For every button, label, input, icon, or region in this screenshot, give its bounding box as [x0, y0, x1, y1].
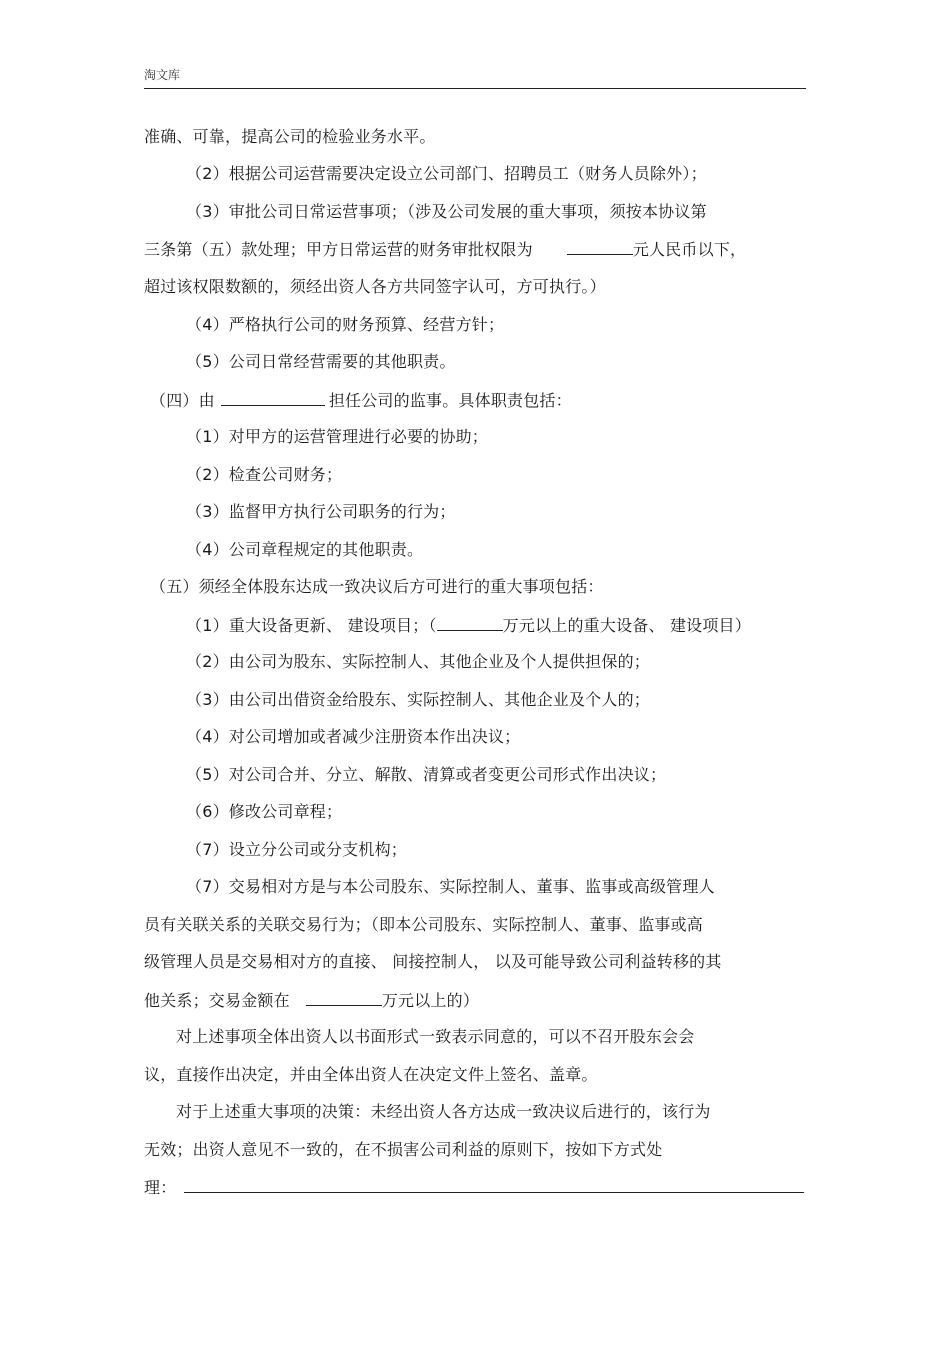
duty-3-line: （3）监督甲方执行公司职务的行为；	[186, 502, 456, 521]
item-3-cont-line	[144, 239, 746, 260]
matter-2-line: （2）由公司为股东、实际控制人、其他企业及个人提供担保的；	[186, 652, 650, 671]
matter-7b-cont-text-2: 万元以上的）	[381, 991, 480, 1010]
section-4-text: （四）由	[150, 391, 215, 410]
decision-para-line-2: 无效；出资人意见不一致的，在不损害公司利益的原则下，按如下方式处	[144, 1140, 663, 1159]
matter-5-line: （5）对公司合并、分立、解散、清算或者变更公司形式作出决议；	[186, 765, 667, 784]
header-divider	[144, 88, 806, 89]
matter-1-text: （1）重大设备更新、 建设项目；（	[186, 616, 437, 635]
item-2-line: （2）根据公司运营需要决定设立公司部门、招聘员工（财务人员除外）；	[186, 164, 707, 183]
matter-7b-line: （7）交易相对方是与本公司股东、实际控制人、董事、监事或高级管理人	[186, 877, 715, 896]
matter-1-text-2: 万元以上的重大设备、 建设项目）	[502, 616, 751, 635]
duty-1-line: （1）对甲方的运营管理进行必要的协助；	[186, 427, 488, 446]
handling-method-label: 理：	[144, 1178, 177, 1197]
section-5-line: （五）须经全体股东达成一致决议后方可进行的重大事项包括：	[150, 577, 604, 596]
matter-7-line: （7）设立分公司或分支机构；	[186, 840, 407, 859]
para-line-1: 准确、可靠，提高公司的检验业务水平。	[144, 127, 436, 146]
section-4-text-2: 担任公司的监事。具体职责包括：	[328, 391, 572, 410]
matter-7b-cont-text: 他关系；交易金额在	[144, 991, 290, 1010]
consent-para-line: 对上述事项全体出资人以书面形式一致表示同意的，可以不召开股东会会	[176, 1027, 695, 1046]
duty-2-line: （2）检查公司财务；	[186, 465, 343, 484]
matter-1-line	[186, 615, 751, 636]
supervisor-name-blank	[221, 390, 325, 406]
matter-7b-cont-line-2: 级管理人员是交易相对方的直接、 间接控制人， 以及可能导致公司利益转移的其	[144, 952, 722, 971]
decision-para-line: 对于上述重大事项的决策：未经出资人各方达成一致决议后进行的，该行为	[176, 1102, 711, 1121]
header-site-name: 淘文库	[144, 68, 181, 82]
matter-6-line: （6）修改公司章程；	[186, 802, 343, 821]
handling-method-line	[144, 1177, 804, 1198]
item-5-line: （5）公司日常经营需要的其他职责。	[186, 352, 456, 371]
item-3-cont-line-2: 超过该权限数额的，须经出资人各方共同签字认可，方可执行。）	[144, 277, 606, 296]
section-4-line	[150, 390, 572, 411]
item-3-cont-text-2: 元人民币以下，	[632, 240, 747, 259]
matter-7b-cont-line: 员有关联关系的关联交易行为；（即本公司股东、实际控制人、董事、监事或高	[144, 915, 704, 934]
equipment-amount-blank	[437, 615, 503, 631]
matter-7b-cont-line-3	[144, 990, 479, 1011]
consent-para-line-2: 议，直接作出决定，并由全体出资人在决定文件上签名、盖章。	[144, 1065, 598, 1084]
duty-4-line: （4）公司章程规定的其他职责。	[186, 540, 424, 559]
approval-amount-blank	[567, 239, 633, 255]
item-3-line: （3）审批公司日常运营事项；（涉及公司发展的重大事项，须按本协议第	[186, 202, 707, 221]
matter-3-line: （3）由公司出借资金给股东、实际控制人、其他企业及个人的；	[186, 690, 650, 709]
transaction-amount-blank	[306, 990, 382, 1006]
item-4-line: （4）严格执行公司的财务预算、经营方针；	[186, 315, 505, 334]
item-3-cont-text: 三条第（五）款处理；甲方日常运营的财务审批权限为	[144, 240, 533, 259]
matter-4-line: （4）对公司增加或者减少注册资本作出决议；	[186, 727, 521, 746]
handling-method-blank	[184, 1177, 804, 1193]
